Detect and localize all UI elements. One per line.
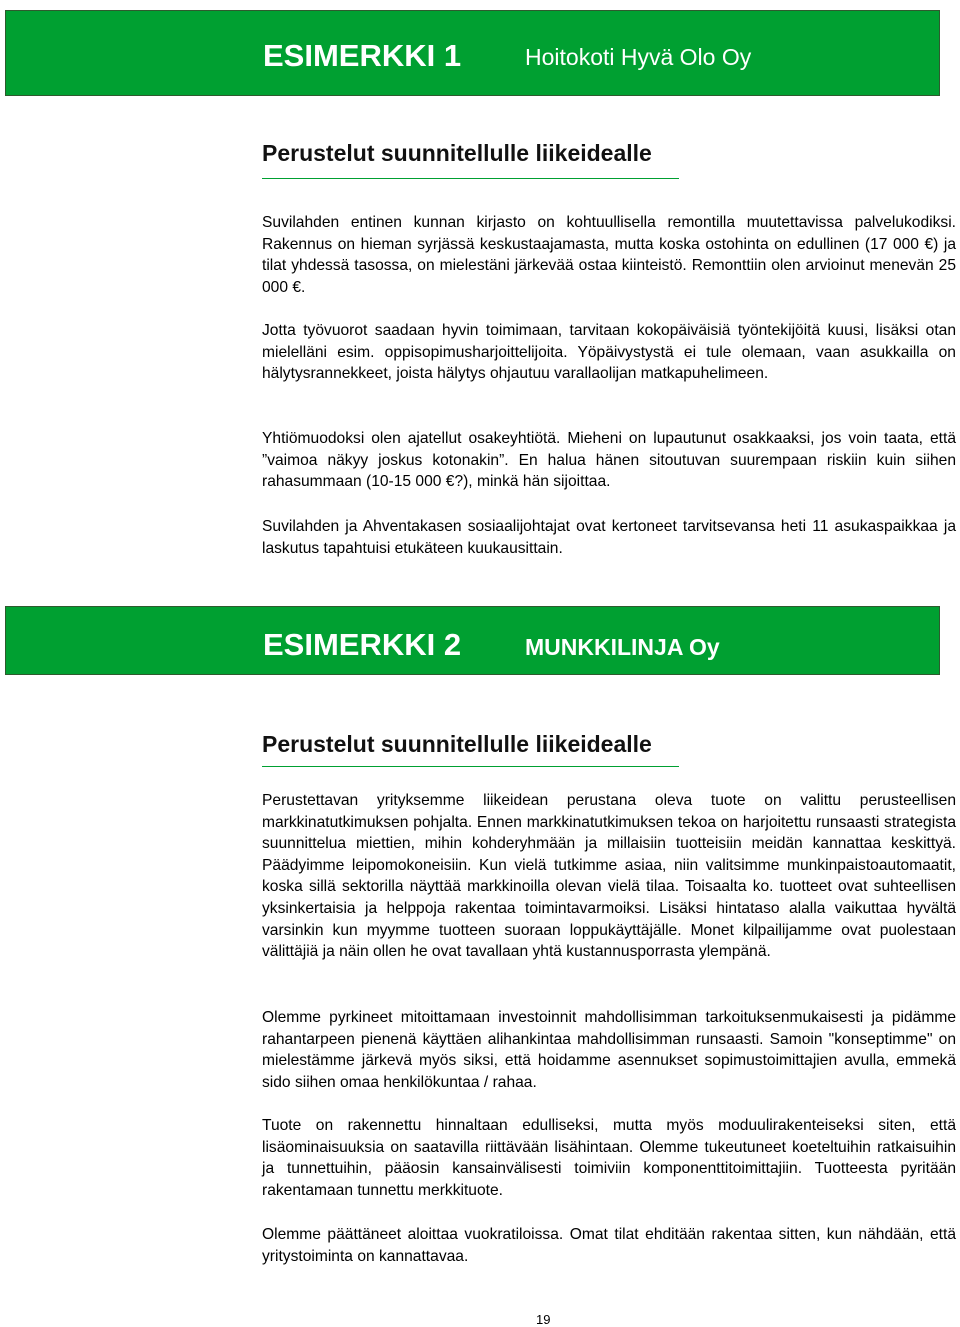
example-1-heading: Perustelut suunnitellulle liikeidealle	[262, 140, 652, 166]
example-1-paragraph-3: Yhtiömuodoksi olen ajatellut osakeyhtiötä. Mieheni on lupautunut osakkaaksi, jos voin taata, että ”vaimoa näkyy joskus kotonakin”. En halua hänen sitoutuvan suurempaan riskiin kuin siihen rahasummaan (10-15 000 €?), minkä hän sijoittaa.	[262, 430, 956, 491]
example-2-paragraph-4: Olemme päättäneet aloittaa vuokratiloissa. Omat tilat ehditään rakentaa sitten, kun nähdään, että yritystoiminta on kannattavaa.	[262, 1226, 956, 1265]
example-1-label: ESIMERKKI 1	[263, 38, 462, 73]
example-1-company: Hoitokoti Hyvä Olo Oy	[525, 44, 752, 70]
example-2-label: ESIMERKKI 2	[263, 627, 462, 662]
example-2-company: MUNKKILINJA Oy	[525, 634, 720, 660]
example-2-paragraph-2: Olemme pyrkineet mitoittamaan investoinnit mahdollisimman tarkoituksenmukaisesti ja pidämme rahantarpeen pienenä käyttäen alihankintaa mahdollisimman runsaasti. Samoin "konseptimme" on mielestämme järkevä myös siksi, että hoidamme asennukset sopimustoimittajien avulla, emmekä sido siihen omaa henkilökuntaa / rahaa.	[262, 1009, 956, 1091]
example-1-paragraph-2: Jotta työvuorot saadaan hyvin toimimaan, tarvitaan kokopäiväisiä työntekijöitä kuusi, lisäksi otan mielelläni esim. oppisopimusharjoittelijoita. Yöpäivystystä ei tule olemaan, vaan asukkailla on hälytysrannekkeet, joista hälytys ohjautuu varallaolijan matkapuhelimeen.	[262, 322, 956, 383]
example-1-paragraph-1: Suvilahden entinen kunnan kirjasto on kohtuullisella remontilla muutettavissa palvelukodiksi. Rakennus on hieman syrjässä keskustaajamasta, mutta koska ostohinta on edullinen (17 000 €) ja tilat yhdessä tasossa, on mielestäni järkevää ostaa kiinteistö. Remonttiin olen arvioinut menevän 25 000 €.	[262, 214, 956, 296]
example-2-banner	[5, 606, 940, 675]
example-1-paragraph-4: Suvilahden ja Ahventakasen sosiaalijohtajat ovat kertoneet tarvitsevansa heti 11 asukaspaikkaa ja laskutus tapahtuisi etukäteen kuukausittain.	[262, 518, 956, 557]
page-number: 19	[536, 1312, 551, 1327]
example-1-heading-rule	[262, 178, 679, 179]
example-2-heading: Perustelut suunnitellulle liikeidealle	[262, 731, 652, 757]
example-1-banner	[5, 10, 940, 96]
example-2-heading-rule	[262, 766, 679, 767]
example-2-paragraph-1: Perustettavan yrityksemme liikeidean perustana oleva tuote on valittu perusteellisen markkinatutkimuksen pohjalta. Ennen markkinatutkimuksen tekoa on harjoitettu runsaasti strategista suunnittelua miettien, mihin kohderyhmään ja millaisiin tuotteisiin meidän kannattaa keskittyä. Päädyimme leipomokoneisiin. Kun vielä tutkimme asiaa, niin valitsimme munkinpaistoautomaatit, koska sillä sektorilla näyttää markkinoilla olevan vielä tilaa. Toisaalta ko. tuotteet ovat suhteellisen yksinkertaisia ja helppoja rakentaa toimintavarmoiksi. Lisäksi hintataso alalla vaikuttaa hyvältä varsinkin kun myymme tuotteen suoraan loppukäyttäjälle. Monet kilpailijamme ovat puolestaan välittäjiä ja näin ollen he ovat tavallaan yhtä kustannusporrasta ylempänä.	[262, 792, 956, 961]
example-2-paragraph-3: Tuote on rakennettu hinnaltaan edulliseksi, mutta myös moduulirakenteiseksi siten, että lisäominaisuuksia on saatavilla riittävään lisähintaan. Olemme tukeutuneet koeteltuihin ratkaisuihin ja tunnettuihin, pääosin kansainvälisesti toimiviin komponenttitoimittajiin. Tuotteesta pyritään rakentamaan tunnettu merkkituote.	[262, 1117, 956, 1199]
